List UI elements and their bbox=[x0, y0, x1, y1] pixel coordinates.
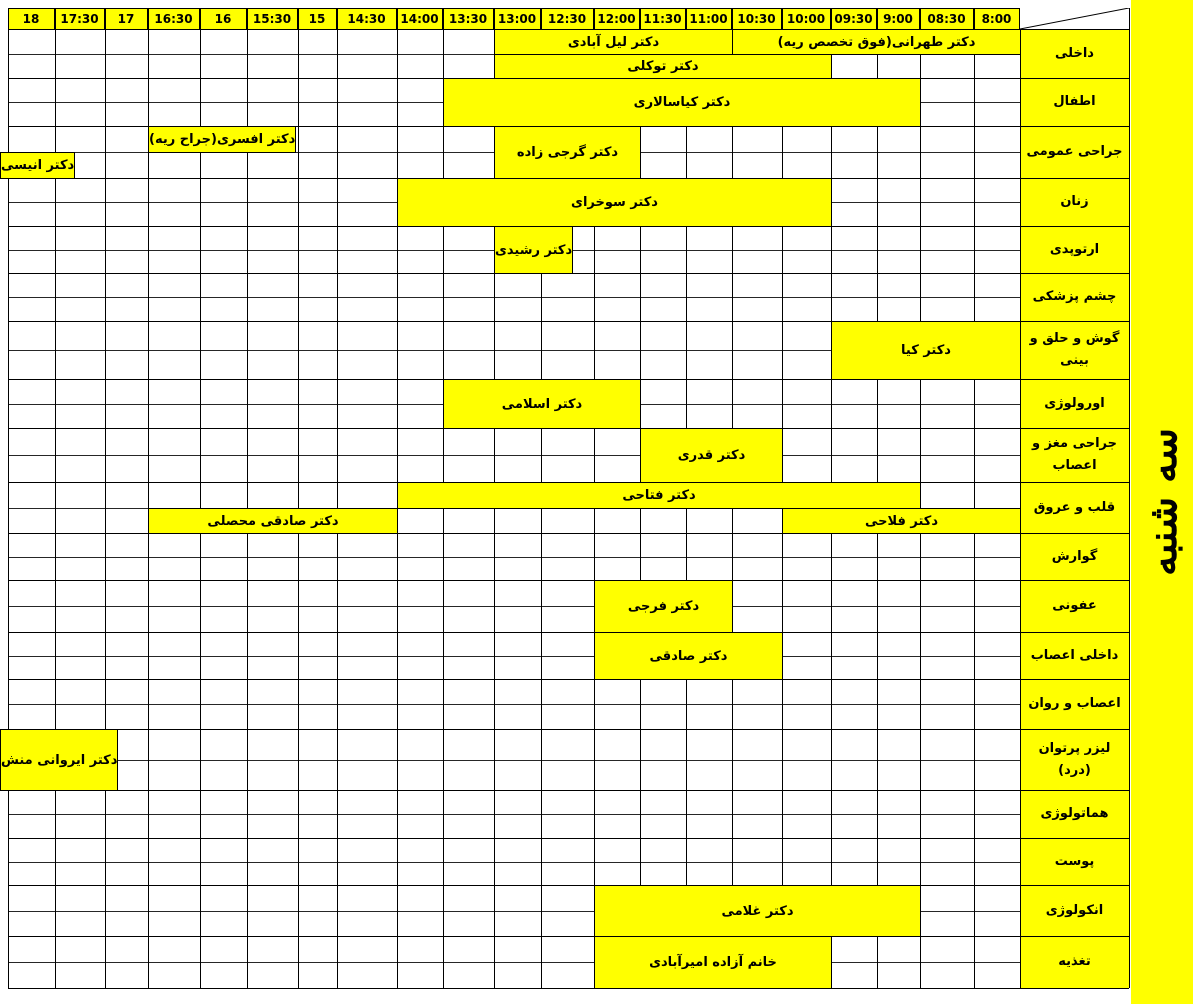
appointment-block: دکتر فتاحی bbox=[397, 482, 921, 509]
grid-line-h bbox=[8, 790, 1129, 791]
department-label: اطفال bbox=[1020, 78, 1129, 126]
grid-line-h bbox=[8, 297, 1020, 298]
appointment-block: دکتر سوخرای bbox=[397, 178, 832, 227]
time-slot-header: 16 bbox=[200, 8, 247, 29]
grid-line-h bbox=[8, 862, 1020, 863]
appointment-block: دکتر اسلامی bbox=[443, 379, 641, 429]
department-label: تغذیه bbox=[1020, 936, 1129, 988]
grid-line-h bbox=[8, 632, 1129, 633]
appointment-block: دکتر ایروانی منش bbox=[0, 729, 118, 791]
grid-line-h bbox=[8, 838, 1129, 839]
time-slot-header: 17 bbox=[105, 8, 148, 29]
time-slot-header: 15 bbox=[298, 8, 337, 29]
grid-line-v bbox=[105, 8, 106, 988]
time-slot-header: 09:30 bbox=[831, 8, 877, 29]
department-label: اورولوژی bbox=[1020, 379, 1129, 428]
department-label: جراحی مغز و اعصاب bbox=[1020, 428, 1129, 482]
grid-line-v bbox=[1129, 8, 1130, 988]
department-label: عفونی bbox=[1020, 580, 1129, 632]
appointment-block: دکتر صادقی محصلی bbox=[148, 508, 398, 534]
department-label: داخلی اعصاب bbox=[1020, 632, 1129, 679]
grid-line-h bbox=[8, 580, 1129, 581]
time-slot-header: 12:30 bbox=[541, 8, 594, 29]
department-label: چشم پزشکی bbox=[1020, 273, 1129, 321]
appointment-block: دکتر کیاسالاری bbox=[443, 78, 921, 127]
time-slot-header: 15:30 bbox=[247, 8, 298, 29]
appointment-block: دکتر صادقی bbox=[594, 632, 783, 680]
time-slot-header: 11:00 bbox=[686, 8, 732, 29]
department-label: داخلی bbox=[1020, 29, 1129, 78]
appointment-block: دکتر رشیدی bbox=[494, 226, 573, 274]
department-label: گوش و حلق و بینی bbox=[1020, 321, 1129, 379]
grid-line-v bbox=[337, 8, 338, 988]
grid-line-h bbox=[8, 557, 1020, 558]
grid-line-h bbox=[8, 760, 1020, 761]
grid-line-h bbox=[8, 455, 1020, 456]
grid-line-v bbox=[148, 8, 149, 988]
appointment-block: دکتر کیا bbox=[831, 321, 1021, 380]
department-label: پوست bbox=[1020, 838, 1129, 885]
time-slot-header: 11:30 bbox=[640, 8, 686, 29]
appointment-block: دکتر توکلی bbox=[494, 54, 832, 79]
time-slot-header: 13:00 bbox=[494, 8, 541, 29]
time-slot-header: 12:00 bbox=[594, 8, 640, 29]
time-slot-header: 08:30 bbox=[920, 8, 974, 29]
time-slot-header: 17:30 bbox=[55, 8, 105, 29]
grid-line-v bbox=[974, 8, 975, 988]
appointment-block: دکتر فرجی bbox=[594, 580, 733, 633]
time-slot-header: 16:30 bbox=[148, 8, 200, 29]
appointment-block: دکتر گرجی زاده bbox=[494, 126, 641, 179]
appointment-block: دکتر قدری bbox=[640, 428, 783, 483]
appointment-block: دکتر افسری(جراح ریه) bbox=[148, 126, 296, 153]
grid-line-h bbox=[8, 962, 1020, 963]
header-diagonal bbox=[1020, 8, 1129, 29]
department-label: گوارش bbox=[1020, 533, 1129, 580]
time-slot-header: 10:00 bbox=[782, 8, 831, 29]
appointment-block: دکتر طهرانی(فوق تخصص ریه) bbox=[732, 29, 1021, 55]
department-label: اعصاب و روان bbox=[1020, 679, 1129, 729]
grid-line-h bbox=[8, 814, 1020, 815]
grid-line-v bbox=[1020, 8, 1021, 988]
appointment-block: دکتر انیسی bbox=[0, 152, 75, 179]
appointment-block: دکتر غلامی bbox=[594, 885, 921, 937]
department-label: قلب و عروق bbox=[1020, 482, 1129, 533]
grid-line-h bbox=[8, 936, 1129, 937]
day-label: سه شنبه bbox=[1131, 0, 1193, 1004]
department-label: هماتولوژی bbox=[1020, 790, 1129, 838]
grid-line-v bbox=[200, 8, 201, 988]
time-slot-header: 18 bbox=[8, 8, 55, 29]
department-label: جراحی عمومی bbox=[1020, 126, 1129, 178]
time-slot-header: 14:00 bbox=[397, 8, 443, 29]
department-label: ارتوپدی bbox=[1020, 226, 1129, 273]
department-label: لیزر پرتوان (درد) bbox=[1020, 729, 1129, 790]
appointment-block: دکتر فلاحی bbox=[782, 508, 1021, 534]
time-slot-header: 9:00 bbox=[877, 8, 920, 29]
grid-line-h bbox=[8, 656, 1020, 657]
time-slot-header: 8:00 bbox=[974, 8, 1020, 29]
grid-line-v bbox=[247, 8, 248, 988]
grid-line-v bbox=[298, 8, 299, 988]
time-slot-header: 14:30 bbox=[337, 8, 397, 29]
appointment-block: خانم آزاده امیرآبادی bbox=[594, 936, 832, 989]
time-slot-header: 10:30 bbox=[732, 8, 782, 29]
grid-line-h bbox=[8, 885, 1129, 886]
grid-line-h bbox=[8, 729, 1129, 730]
grid-line-h bbox=[8, 8, 1129, 9]
department-label: انکولوژی bbox=[1020, 885, 1129, 936]
department-label: زنان bbox=[1020, 178, 1129, 226]
appointment-block: دکتر لیل آبادی bbox=[494, 29, 733, 55]
time-slot-header: 13:30 bbox=[443, 8, 494, 29]
grid-line-h bbox=[8, 704, 1020, 705]
grid-line-h bbox=[8, 606, 1020, 607]
grid-line-h bbox=[8, 679, 1129, 680]
grid-line-h bbox=[8, 988, 1129, 989]
